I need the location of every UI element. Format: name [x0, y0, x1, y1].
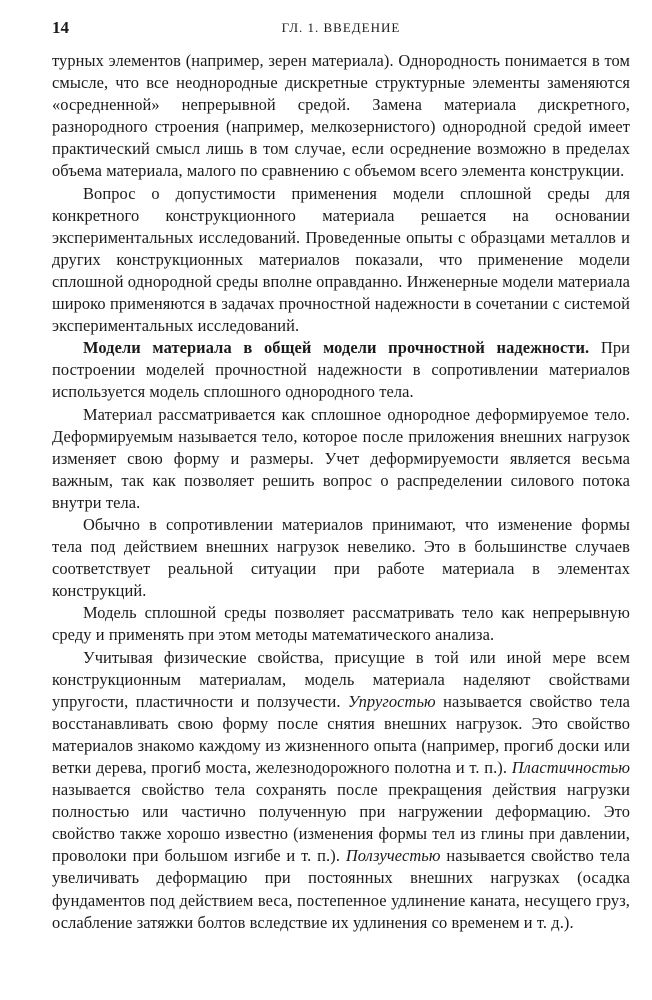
paragraph-continuation: [52, 50, 630, 183]
definition-elasticity: называется свойство тела восстанавливать свою форму после снятия внешних нагрузок. Это свойство материалов знакомо каждому из жизненного опыта (например, прогиб доски или ветки дерева, прогиб моста, железнодорожного полотна и т. п.).: [52, 691, 630, 777]
paragraph: [52, 183, 630, 338]
definition-plasticity: называется свойство тела сохранять после прекращения действия нагрузки полностью или частично полученную при нагружении деформацию. Это свойство также хорошо известно (изменения формы тел из глины при давлении, проволоки при большом изгибе и т. п.).: [52, 780, 630, 866]
paragraph-text: турных элементов (например, зерен материала). Однородность понимается в том смысле, что все неоднородные дискретные структурные элементы заменяются «осредненной» непрерывной средой. Замена материала дискретного, разнородного строения (например, мелкозернистого) однородной средой имеет практический смысл лишь в том случае, если осреднение возможно в пределах объема материала, малого по сравнению с объемом всего элемента конструкции.: [52, 51, 630, 181]
paragraph-text: Материал рассматривается как сплошное однородное деформируемое тело. Деформируемым называется тело, которое после приложения внешних нагрузок изменяет свою форму и размеры. Учет деформируемости является весьма важным, так как позволяет решить вопрос о распределении силового потока внутри тела.: [52, 404, 630, 512]
definition-creep: называется свойство тела увеличивать деформацию при постоянных внешних нагрузках (осадка фундаментов под действием веса, постепенное удлинение каната, несущего груз, ослабление затяжки болтов вследствие их удлинения со временем и т. д.).: [52, 846, 631, 932]
paragraph: [52, 647, 630, 934]
term-elasticity: Упругостью: [347, 691, 436, 711]
page-header: [52, 16, 630, 50]
paragraph-text: При построении моделей прочностной надежности в сопротивлении материалов используется модель сплошного однородного тела.: [52, 338, 630, 402]
paragraph: [52, 514, 630, 602]
paragraph-text: Обычно в сопротивлении материалов принимают, что изменение формы тела под действием внешних нагрузок невелико. Это в большинстве случаев соответствует реальной ситуации при работе материала в элементах конструкций.: [52, 514, 630, 601]
page-number: 14: [52, 18, 69, 37]
paragraph: [52, 337, 630, 403]
term-creep: Ползучестью: [345, 846, 441, 866]
paragraph-text: Вопрос о допустимости применения модели сплошной среды для конкретного конструкционного материала решается на основании экспериментальных исследований. Проведенные опыты с образцами металлов и других конструкционных материалов показали, что применение модели сплошной однородной среды вполне оправданно. Инженерные модели материала широко применяются в задачах прочностной надежности в сочетании с системой экспериментальных исследований.: [52, 183, 630, 336]
paragraph-text: Модель сплошной среды позволяет рассматривать тело как непрерывную среду и применять при этом методы математического анализа.: [52, 603, 630, 645]
body-text: [52, 50, 630, 934]
paragraph: [52, 404, 630, 514]
section-heading: Модели материала в общей модели прочностной надежности.: [83, 338, 590, 358]
paragraph-text: Учитывая физические свойства, присущие в той или иной мере всем конструкционным материалам, модель материала наделяют свойствами упругости, пластичности и ползучести.: [52, 647, 630, 711]
term-plasticity: Пластичностью: [511, 758, 630, 777]
paragraph: [52, 602, 630, 646]
running-head: ГЛ. 1. ВВЕДЕНИЕ: [281, 20, 401, 35]
